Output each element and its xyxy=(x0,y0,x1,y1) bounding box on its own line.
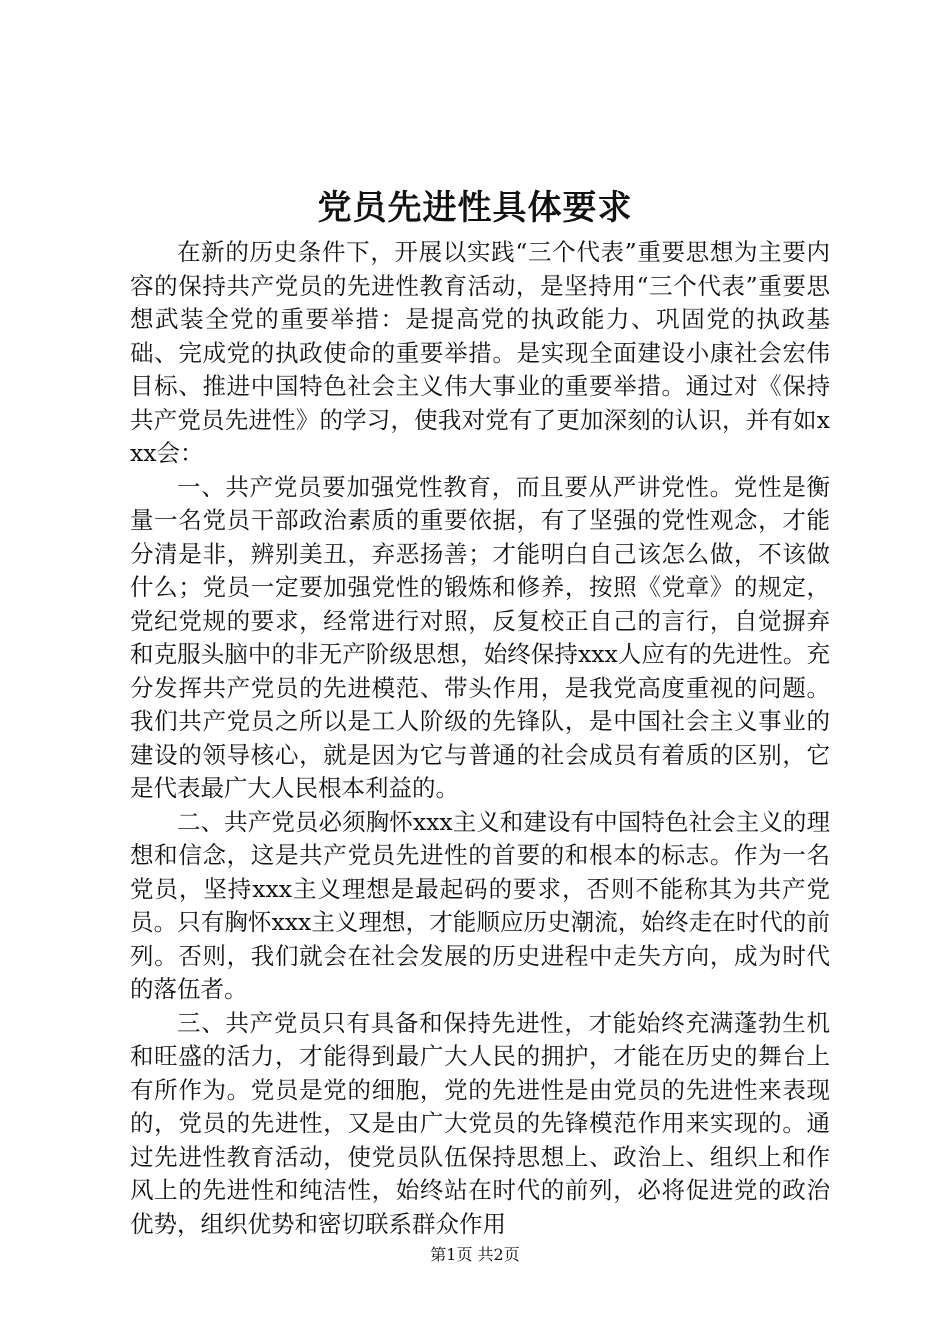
paragraph-point-two: 二、共产党员必须胸怀xxx主义和建设有中国特色社会主义的理想和信念，这是共产党员先进性的首要的和根本的标志。作为一名党员，坚持xxx主义理想是最起码的要求，否则不能称其为共产党员。只有胸怀xxx主义理想，才能顺应历史潮流，始终走在时代的前列。否则，我们就会在社会发展的历史进程中走失方向，成为时代的落伍者。 xyxy=(130,807,830,1003)
paragraph-point-one: 一、共产党员要加强党性教育，而且要从严讲党性。党性是衡量一名党员干部政治素质的重要依据，有了坚强的党性观念，才能分清是非，辨别美丑，弃恶扬善；才能明白自己该怎么做，不该做什么；党员一定要加强党性的锻炼和修养，按照《党章》的规定，党纪党规的要求，经常进行对照，反复校正自己的言行，自觉摒弃和克服头脑中的非无产阶级思想，始终保持xxx人应有的先进性。充分发挥共产党员的先进模范、带头作用，是我党高度重视的问题。我们共产党员之所以是工人阶级的先锋队，是中国社会主义事业的建设的领导核心，就是因为它与普通的社会成员有着质的区别，它是代表最广大人民根本利益的。 xyxy=(130,472,830,802)
document-body xyxy=(130,236,830,1241)
paragraph-intro: 在新的历史条件下，开展以实践“三个代表”重要思想为主要内容的保持共产党员的先进性教育活动，是坚持用“三个代表”重要思想武装全党的重要举措：是提高党的执政能力、巩固党的执政基础、完成党的执政使命的重要举措。是实现全面建设小康社会宏伟目标、推进中国特色社会主义伟大事业的重要举措。通过对《保持共产党员先进性》的学习，使我对党有了更加深刻的认识，并有如xxx会： xyxy=(130,238,830,467)
paragraph-point-three: 三、共产党员只有具备和保持先进性，才能始终充满蓬勃生机和旺盛的活力，才能得到最广大人民的拥护，才能在历史的舞台上有所作为。党员是党的细胞，党的先进性是由党员的先进性来表现的，党员的先进性，又是由广大党员的先锋模范作用来实现的。通过先进性教育活动，使党员队伍保持思想上、政治上、组织上和作风上的先进性和纯洁性，始终站在时代的前列，必将促进党的政治优势，组织优势和密切联系群众作用 xyxy=(130,1008,830,1238)
page-number-footer: 第1页 共2页 xyxy=(430,1245,520,1264)
document-title: 党员先进性具体要求 xyxy=(317,188,633,228)
